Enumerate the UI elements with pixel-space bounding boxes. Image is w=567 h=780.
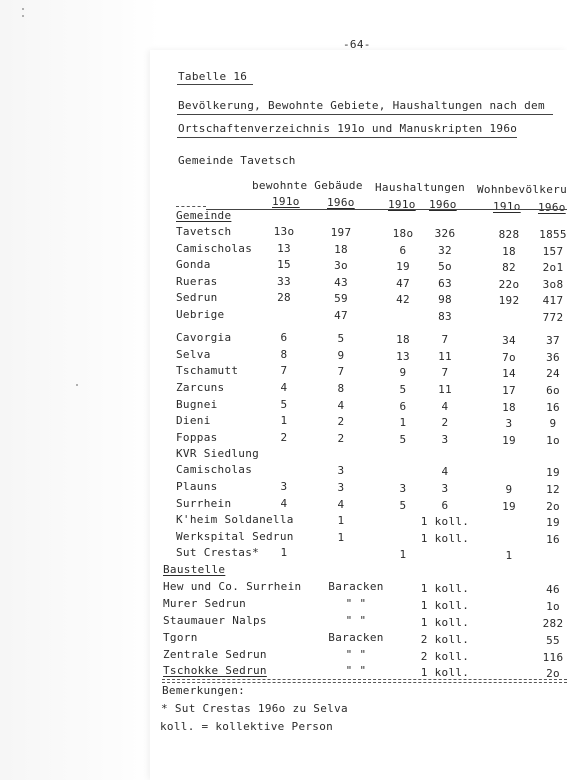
row-label: Tschokke Sedrun (163, 664, 267, 677)
year-header: 191o (493, 200, 521, 213)
table-cell: 4 (337, 399, 345, 412)
year-header: 196o (538, 201, 566, 214)
table-cell: 2o1 (542, 261, 564, 274)
table-cell: 4 (280, 497, 288, 510)
title-underline (177, 84, 253, 85)
table-cell: 18 (396, 333, 410, 346)
table-cell: 19 (546, 516, 560, 529)
table-title: Tabelle 16 (178, 70, 248, 83)
table-cell: 42 (396, 293, 410, 306)
table-cell: 2 koll. (420, 650, 470, 663)
table-cell: 9 (505, 483, 513, 496)
scan-speck (22, 15, 24, 17)
table-cell: 46 (546, 583, 560, 596)
table-cell: 24 (546, 367, 560, 380)
table-cell: 7 (337, 365, 345, 378)
row-label: Uebrige (176, 308, 225, 321)
table-cell: 36 (546, 351, 560, 364)
notes-heading: Bemerkungen: (162, 684, 246, 697)
table-cell: 17 (502, 384, 516, 397)
row-label: Tgorn (163, 631, 198, 644)
table-cell: 2o (546, 667, 560, 680)
table-cell: 33 (277, 275, 291, 288)
table-cell: 22o (498, 278, 520, 291)
table-cell: " " (345, 648, 367, 661)
table-cell: 1 (280, 414, 288, 427)
row-label: Hew und Co. Surrhein (163, 580, 302, 593)
year-header: 191o (388, 198, 416, 211)
table-cell: 2 (337, 415, 345, 428)
header-left-dash (176, 206, 206, 207)
table-cell: 6 (280, 331, 288, 344)
table-cell: " " (345, 597, 367, 610)
table-cell: 7 (280, 364, 288, 377)
table-cell: 47 (396, 277, 410, 290)
row-label: Cavorgia (176, 331, 232, 344)
table-cell: 47 (334, 309, 348, 322)
municipality-label: Gemeinde Tavetsch (178, 154, 296, 167)
table-cell: 417 (542, 294, 564, 307)
row-label: Rueras (176, 275, 218, 288)
table-cell: 197 (330, 226, 352, 239)
table-cell: 9 (399, 366, 407, 379)
table-cell: 83 (438, 310, 452, 323)
table-cell: 3 (399, 482, 407, 495)
table-cell: 1 (337, 531, 345, 544)
row-label: Plauns (176, 480, 218, 493)
table-cell: 4 (337, 498, 345, 511)
scan-speck (22, 8, 24, 10)
table-cell: 1 koll. (420, 599, 470, 612)
row-label: Camischolas (176, 463, 253, 476)
header-haushaltungen: Haushaltungen (375, 181, 465, 194)
footnote-sut-crestas: * Sut Crestas 196o zu Selva (161, 702, 348, 715)
table-cell: 32 (438, 244, 452, 257)
table-cell: 28 (277, 291, 291, 304)
table-cell: 19 (502, 434, 516, 447)
table-cell: 5 (337, 332, 345, 345)
table-cell: 2 (441, 416, 449, 429)
row-label: Baustelle (163, 563, 226, 576)
table-cell: 18 (334, 243, 348, 256)
table-cell: 55 (546, 634, 560, 647)
year-header: 196o (327, 196, 355, 209)
table-cell: 13o (273, 225, 295, 238)
row-label: Gonda (176, 258, 211, 271)
table-cell: 18o (392, 227, 414, 240)
table-cell: 8 (337, 382, 345, 395)
table-cell: 1 koll. (420, 515, 470, 528)
table-cell: 3 (337, 481, 345, 494)
table-cell: " " (345, 664, 367, 677)
table-cell: 12 (546, 483, 560, 496)
table-cell: 2o (546, 500, 560, 513)
table-cell: 3o (334, 259, 348, 272)
table-cell: 828 (498, 228, 520, 241)
row-label: Sut Crestas* (176, 546, 260, 559)
table-cell: Baracken (328, 580, 384, 593)
table-cell: 59 (334, 292, 348, 305)
row-label: Selva (176, 348, 211, 361)
row-label: Tschamutt (176, 364, 239, 377)
table-cell: 8 (280, 348, 288, 361)
table-cell: 1855 (539, 228, 567, 241)
table-cell: 7 (441, 333, 449, 346)
row-label: Foppas (176, 431, 218, 444)
year-header: 196o (429, 198, 457, 211)
table-cell: 1 koll. (420, 582, 470, 595)
table-cell: 326 (434, 227, 456, 240)
heading-underline-1 (177, 114, 553, 115)
table-cell: 157 (542, 245, 564, 258)
table-cell: 5 (399, 499, 407, 512)
table-cell: 9 (337, 349, 345, 362)
table-cell: 19 (396, 260, 410, 273)
row-label: Murer Sedrun (163, 597, 247, 610)
table-cell: 2 (337, 432, 345, 445)
table-cell: 19 (546, 466, 560, 479)
table-cell: 16 (546, 533, 560, 546)
table-end-rule (162, 679, 567, 680)
table-cell: 6 (399, 244, 407, 257)
table-cell: 4 (441, 465, 449, 478)
table-cell: 192 (498, 294, 520, 307)
table-cell: 34 (502, 334, 516, 347)
row-label: Zarcuns (176, 381, 225, 394)
table-cell: 13 (277, 242, 291, 255)
table-cell: 4 (280, 381, 288, 394)
scan-speck (76, 384, 78, 386)
table-cell: 1 (399, 548, 407, 561)
table-cell: 3o8 (542, 278, 564, 291)
page-number: -64- (343, 38, 371, 51)
row-label: Surrhein (176, 497, 232, 510)
table-cell: 5o (438, 260, 452, 273)
table-cell: 3 (441, 433, 449, 446)
footnote-koll: koll. = kollektive Person (160, 720, 334, 733)
table-cell: " " (345, 614, 367, 627)
row-label: Dieni (176, 414, 211, 427)
table-cell: 1 (337, 514, 345, 527)
scan-background (0, 0, 160, 780)
table-cell: 4 (441, 400, 449, 413)
table-cell: 19 (502, 500, 516, 513)
table-cell: 18 (502, 401, 516, 414)
header-rule (206, 209, 567, 210)
heading-underline-2 (177, 137, 517, 138)
table-cell: 1o (546, 434, 560, 447)
heading-line-1: Bevölkerung, Bewohnte Gebiete, Haushaltungen nach dem (178, 99, 545, 112)
table-cell: 1 koll. (420, 666, 470, 679)
table-cell: 3 (280, 480, 288, 493)
table-cell: 6 (399, 400, 407, 413)
table-cell: 7 (441, 366, 449, 379)
table-cell: 3 (441, 482, 449, 495)
table-cell: 5 (399, 433, 407, 446)
table-cell: 98 (438, 293, 452, 306)
table-cell: 15 (277, 258, 291, 271)
table-cell: 2 koll. (420, 633, 470, 646)
table-cell: 3 (337, 464, 345, 477)
table-cell: 1 koll. (420, 532, 470, 545)
table-cell: Baracken (328, 631, 384, 644)
table-cell: 16 (546, 401, 560, 414)
row-label: Werkspital Sedrun (176, 530, 294, 543)
row-label: Sedrun (176, 291, 218, 304)
row-label: Camischolas (176, 242, 253, 255)
table-cell: 1 (399, 416, 407, 429)
table-cell: 7o (502, 351, 516, 364)
table-cell: 1 (505, 549, 513, 562)
heading-line-2: Ortschaftenverzeichnis 191o und Manuskripten 196o (178, 122, 518, 135)
table-cell: 6 (441, 499, 449, 512)
header-wohnbevoelkerung: Wohnbevölkeru (477, 183, 567, 196)
table-cell: 2 (280, 431, 288, 444)
table-cell: 1 (280, 546, 288, 559)
row-label: Staumauer Nalps (163, 614, 267, 627)
table-cell: 5 (280, 398, 288, 411)
table-cell: 37 (546, 334, 560, 347)
table-end-rule (162, 682, 567, 683)
year-header: 191o (272, 195, 300, 208)
table-cell: 1 koll. (420, 616, 470, 629)
table-cell: 772 (542, 311, 564, 324)
table-cell: 82 (502, 261, 516, 274)
table-cell: 9 (549, 417, 557, 430)
table-cell: 63 (438, 277, 452, 290)
row-label: Zentrale Sedrun (163, 648, 267, 661)
table-cell: 43 (334, 276, 348, 289)
header-gebaeude: bewohnte Gebäude (252, 179, 363, 192)
table-cell: 13 (396, 350, 410, 363)
row-label: Tavetsch (176, 225, 232, 238)
table-cell: 282 (542, 617, 564, 630)
table-cell: 3 (505, 417, 513, 430)
table-cell: 6o (546, 384, 560, 397)
row-label: K'heim Soldanella (176, 513, 294, 526)
table-cell: 1o (546, 600, 560, 613)
row-label: Bugnei (176, 398, 218, 411)
table-cell: 18 (502, 245, 516, 258)
row-label: Gemeinde (176, 209, 232, 222)
row-label: KVR Siedlung (176, 447, 260, 460)
table-cell: 116 (542, 651, 564, 664)
table-cell: 5 (399, 383, 407, 396)
table-cell: 14 (502, 367, 516, 380)
table-cell: 11 (438, 383, 452, 396)
table-cell: 11 (438, 350, 452, 363)
